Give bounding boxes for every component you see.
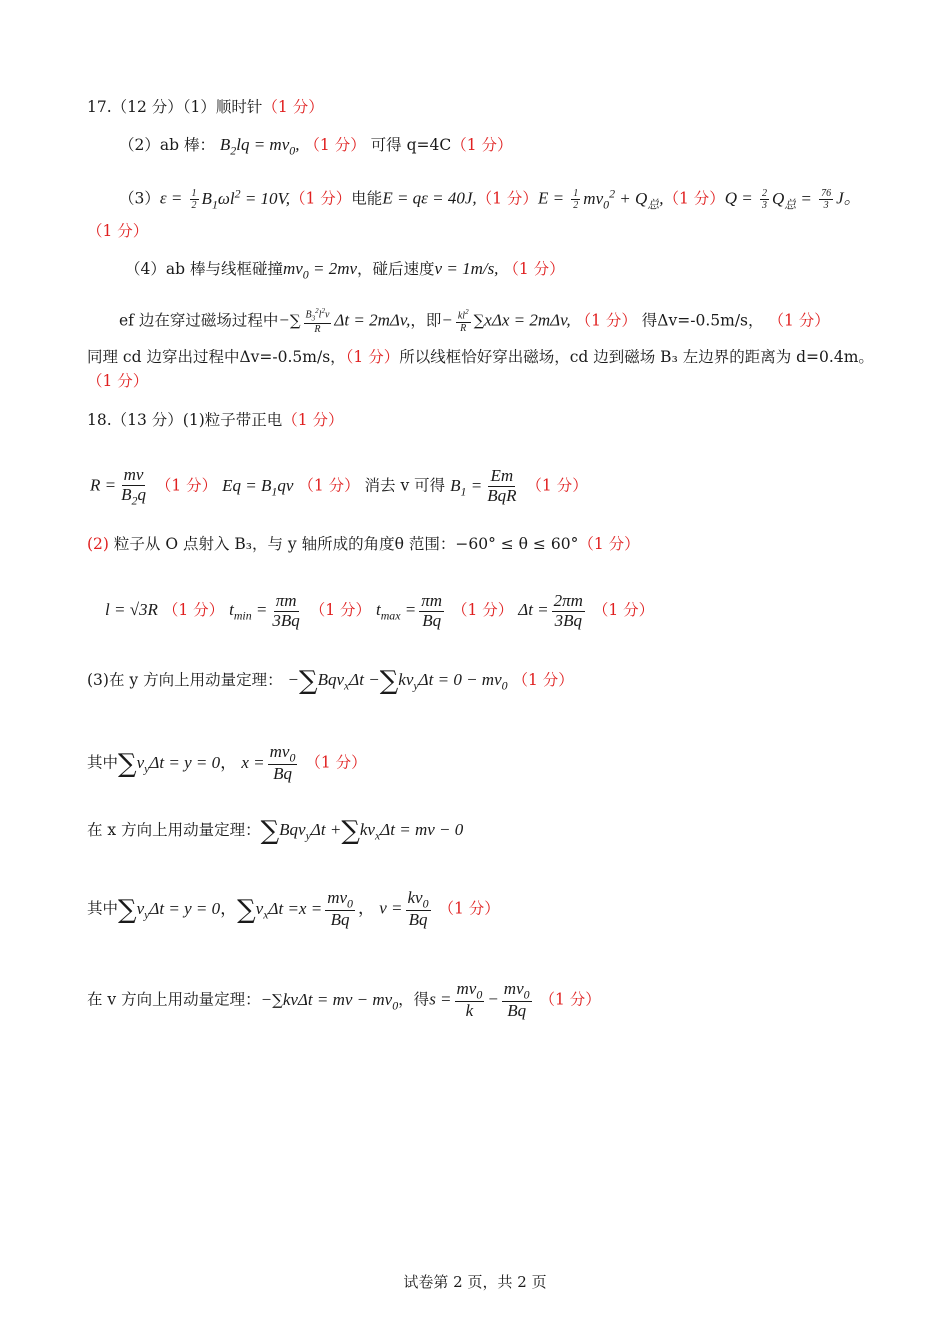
score: （1 分） <box>539 990 601 1009</box>
formula: −∑kvΔt = mv − $mv_0$ <box>260 989 399 1012</box>
fraction: $\frac{mv_0}{k}$ <box>456 979 483 1021</box>
q17-header <box>87 96 324 118</box>
q17-part3-text: 电能 <box>351 189 383 208</box>
q18-part1-formulas <box>90 466 588 507</box>
q17-part3-score <box>87 220 148 242</box>
q17-part2 <box>119 134 513 161</box>
score: （1 分） <box>305 753 367 772</box>
score: （1 分） <box>155 476 218 495</box>
formula: − <box>278 310 290 330</box>
fraction: $\frac{mv_0}{Bq}$ <box>327 888 353 930</box>
q17-ef-text3: 得Δv=-0.5m/s， <box>641 311 764 330</box>
q18-part2-label: (2) <box>87 535 109 553</box>
q17-part3 <box>119 182 861 215</box>
formula: l = √3R <box>105 600 158 620</box>
formula: J。 <box>836 188 861 208</box>
q18-part2-text: 粒子从 O 点射入 B₃，与 y 轴所成的角度θ 范围：−60° ≤ θ ≤ 60° <box>113 535 579 553</box>
score: （1 分） <box>663 189 725 208</box>
formula: ， v = <box>357 898 403 918</box>
formula: − <box>441 310 453 330</box>
q17-ef-text2: ，即 <box>410 311 442 330</box>
q17-ef-text: ef 边在穿过磁场过程中 <box>119 311 279 330</box>
fraction: $\frac{kl^2}{R}$ <box>457 308 469 334</box>
formula: $mv_0^2 + Q_总$, <box>583 186 664 212</box>
q18-v-text: 在 v 方向上用动量定理： <box>87 990 261 1009</box>
formula: − <box>487 989 499 1009</box>
q18-part3-y-sub <box>87 743 367 784</box>
score: （1 分） <box>451 601 514 620</box>
fraction: $\frac{mv_0}{Bq}$ <box>269 742 296 784</box>
q18-header-text: 18.（13 分）(1)粒子带正电 <box>87 411 283 429</box>
sigma-icon: ∑ <box>473 311 485 330</box>
q18-part3-text: (3)在 y 方向上用动量定理： <box>87 671 283 689</box>
score: （1 分） <box>282 411 344 429</box>
formula: E = <box>537 188 569 208</box>
q17-cd-score <box>87 370 148 392</box>
q18-eliminate-text: 消去 v 可得 <box>364 476 446 495</box>
score: （1 分） <box>162 601 225 620</box>
fraction: $\frac{mv_0}{Bq}$ <box>503 979 530 1021</box>
page-footer: 试卷第 2 页，共 2 页 <box>403 1273 547 1291</box>
q18-where-text: 其中 <box>87 753 119 772</box>
score: （1 分） <box>304 136 366 154</box>
q17-part3-label: （3） <box>119 189 160 208</box>
score: （1 分） <box>345 348 400 366</box>
formula: $B_2lq = mv_0$, <box>219 135 300 158</box>
score: （1 分） <box>262 98 324 116</box>
score: （1 分） <box>451 136 513 154</box>
score: （1 分） <box>526 476 588 495</box>
q17-header-text: 17.（12 分）（1）顺时针 <box>87 98 263 116</box>
fraction: $\frac{2\pi m}{3Bq}$ <box>553 591 583 630</box>
fraction: $\frac{76}{3}$ <box>821 188 832 212</box>
q18-header <box>87 409 344 431</box>
sigma-icon: ∑ <box>289 311 301 330</box>
fraction: $\frac{Em}{\text{BqR}}$ <box>487 466 517 506</box>
formula: $\sum v_y\Delta t = y = 0$，$\sum v_x\Delta t =x$ = <box>118 894 323 925</box>
score: （1 分） <box>438 899 500 918</box>
score: （1 分） <box>298 476 360 495</box>
formula: v = 1m/s, <box>434 259 499 278</box>
q18-x-text: 在 x 方向上用动量定理： <box>87 821 261 839</box>
fraction: $\frac{1}{2}$ <box>573 188 579 212</box>
q18-part3-x-sub <box>87 889 500 930</box>
formula: $t_{min}$ = <box>229 600 268 623</box>
score: （1 分） <box>476 189 538 208</box>
formula: $Eq = B_1qv$ <box>222 475 294 498</box>
fraction: $\frac{1}{2}$ <box>191 188 197 212</box>
score: （1 分） <box>309 601 372 620</box>
score: （1 分） <box>578 535 640 553</box>
formula: $B_1\omega l^2 = 10V$, <box>201 186 290 212</box>
q17-cd-text2: 所以线框恰好穿出磁场，cd 边到磁场 B₃ 左边界的距离为 d=0.4m。 <box>399 348 874 366</box>
score: （1 分） <box>290 189 352 208</box>
q17-part4-text2: ，碰后速度 <box>357 260 435 278</box>
formula: $B_1$ = <box>450 475 483 498</box>
q18-part2-formulas <box>105 592 654 630</box>
q17-part2-text: 可得 q=4C <box>370 136 452 154</box>
q18-v-text2: ，得 <box>398 990 430 1009</box>
fraction: $\frac{2}{3}$ <box>761 188 767 212</box>
fraction: $\frac{\pi m}{3Bq}$ <box>272 591 300 630</box>
q18-where-text2: 其中 <box>87 899 119 918</box>
formula: s = <box>429 989 452 1009</box>
score: （1 分） <box>575 311 637 330</box>
formula: Q = <box>724 188 757 208</box>
score: （1 分） <box>768 311 830 330</box>
q18-part2 <box>87 533 640 555</box>
q18-part3-y <box>87 666 574 697</box>
formula: $\sum Bqv_y\Delta t +\sum kv_x\Delta t$ = mv − 0 <box>260 816 464 847</box>
fraction: $\frac{kv_0}{Bq}$ <box>407 888 429 930</box>
formula: $\sum v_y\Delta t = y = 0$， x = <box>118 748 265 779</box>
fraction: $\frac{mv}{B_2q}$ <box>121 465 146 508</box>
score: （1 分） <box>592 601 655 620</box>
q18-part3-v <box>87 980 601 1021</box>
score: （1 分） <box>87 222 149 240</box>
q17-cd <box>87 346 874 368</box>
formula: xΔx = 2mΔv, <box>484 310 571 330</box>
formula: $Q_总$ = <box>771 188 817 212</box>
score: （1 分） <box>87 372 149 390</box>
formula: $mv_0 = 2mv$ <box>282 259 358 282</box>
q17-part4-text: （4）ab 棒与线框碰撞 <box>125 260 283 278</box>
q17-part4-ef <box>119 308 830 335</box>
fraction: $\frac{B_3^2l^2v}{R}$ <box>305 307 330 336</box>
formula: E = qε = 40J, <box>382 188 477 208</box>
formula: ε = <box>159 188 187 208</box>
formula: $t_{max}$ = <box>375 600 417 623</box>
score: （1 分） <box>503 260 565 278</box>
formula: $-\sum Bqv_x\Delta t -\sum kv_y\Delta t = 0 - mv_0$ <box>287 666 508 697</box>
q17-cd-text: 同理 cd 边穿出过程中Δv=-0.5m/s， <box>87 348 346 366</box>
fraction: $\frac{\pi m}{Bq}$ <box>421 591 443 630</box>
formula: Δt = <box>518 600 549 620</box>
q17-part4 <box>125 258 565 285</box>
formula: R = <box>90 475 117 495</box>
q18-part3-x <box>87 816 464 847</box>
formula: Δt = 2mΔv, <box>334 310 411 330</box>
score: （1 分） <box>512 671 574 689</box>
q17-part2-label: （2）ab 棒： <box>119 136 215 154</box>
